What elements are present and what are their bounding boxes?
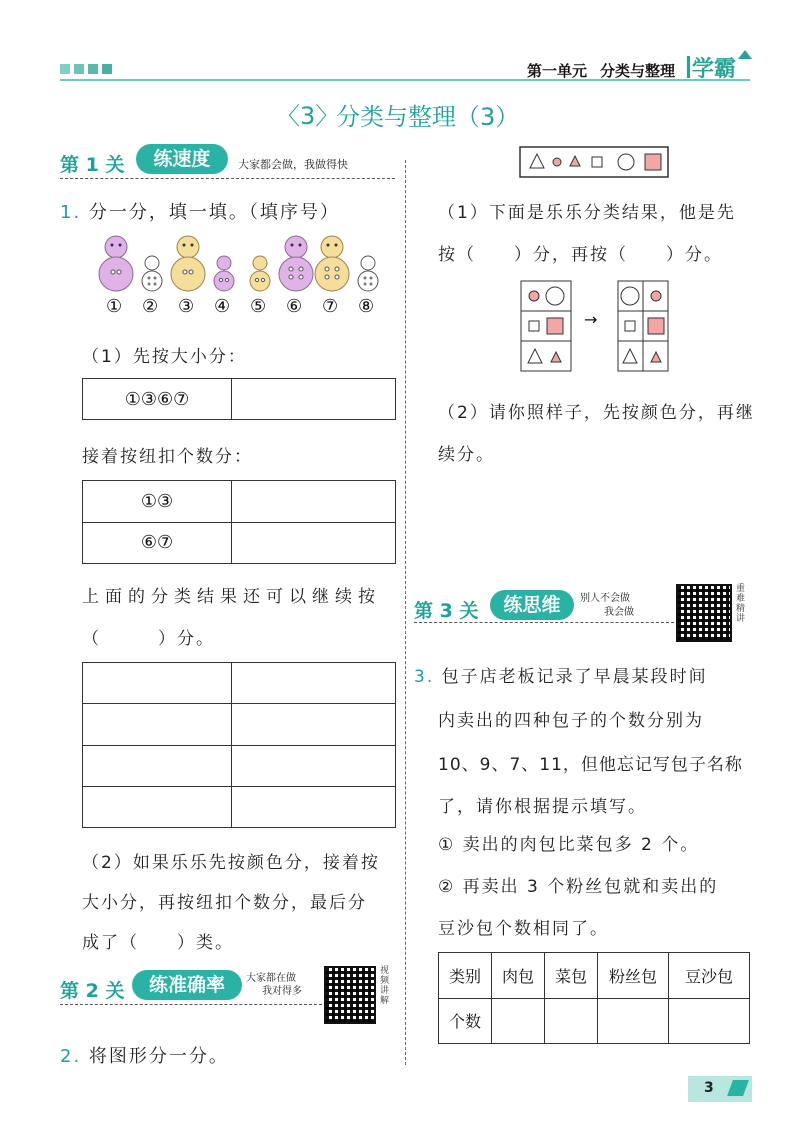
circle-shape	[618, 154, 634, 170]
blank-cell[interactable]	[83, 745, 232, 786]
q1-continue-1: 上面的分类结果还可以继续按	[82, 587, 381, 607]
bun-table	[438, 952, 750, 1044]
qr-side-label: 视频讲解	[380, 966, 390, 1006]
q2-sub2-2: 续分。	[438, 445, 495, 465]
figure-label: ②	[142, 296, 159, 317]
page-title: 分类与整理（3）	[336, 103, 520, 131]
figure-4	[214, 256, 234, 291]
figure-label: ⑥	[286, 296, 303, 317]
figure-label: ③	[178, 296, 195, 317]
level3-slogan-2: 我会做	[604, 607, 634, 618]
blank-cell[interactable]	[83, 663, 232, 704]
q1-sub2-2: 大小分，再按纽扣个数分，最后分	[82, 893, 367, 913]
q2-sub2-1: （2）请你照样子，先按颜色分，再继	[438, 403, 755, 423]
qr-code[interactable]	[676, 584, 732, 642]
lesson-number: 〈3〉	[276, 102, 340, 130]
figure-1	[99, 236, 133, 291]
q2-sub1-1: （1）下面是乐乐分类结果，他是先	[438, 203, 736, 223]
bun-header: 类别	[439, 953, 492, 999]
bun-header: 粉丝包	[598, 953, 669, 999]
figure-6	[279, 236, 313, 291]
button-count-table	[82, 480, 396, 564]
level2-pill: 练准确率	[132, 970, 242, 1000]
level1-divider	[60, 178, 395, 179]
header-square	[102, 64, 112, 74]
count-answer-cell[interactable]	[232, 522, 396, 564]
figure-label: ⑤	[250, 296, 267, 317]
q2-prompt: 2. 将图形分一分。	[60, 1046, 229, 1067]
header-square	[60, 64, 70, 74]
bun-answer-cell[interactable]	[545, 998, 598, 1044]
q1-sub2-1: （2）如果乐乐先按颜色分，接着按	[82, 853, 380, 873]
figure-label: ①	[106, 296, 123, 317]
q3-line4: 了，请你根据提示填写。	[438, 797, 647, 817]
q3-hint2: ② 再卖出 3 个粉丝包就和卖出的	[438, 877, 719, 897]
figure-3	[171, 236, 205, 291]
count-answer-cell[interactable]	[232, 481, 396, 523]
blank-cell[interactable]	[232, 663, 396, 704]
blank-cell[interactable]	[232, 704, 396, 745]
count-cell: ①③	[83, 481, 232, 523]
level1-label: 第 1 关	[60, 154, 125, 176]
level2-slogan-2: 我对得多	[262, 986, 302, 997]
figure-2	[142, 256, 162, 291]
figure-7	[315, 236, 349, 291]
size-answer-cell[interactable]	[232, 379, 396, 420]
shape-strip	[519, 146, 669, 178]
q3-line1: 3. 包子店老板记录了早晨某段时间	[414, 667, 708, 687]
figure-label: ④	[214, 296, 231, 317]
arrow-icon: →	[584, 310, 598, 329]
q1-prompt: 1. 分一分，填一填。（填序号）	[60, 202, 340, 223]
small-circle-shape	[553, 158, 561, 166]
blank-cell[interactable]	[232, 786, 396, 827]
page-number: 3	[704, 1080, 714, 1096]
q1-continue-2: （ ）分。	[82, 629, 215, 649]
level3-slogan-1: 别人不会做	[580, 593, 630, 604]
bun-header: 菜包	[545, 953, 598, 999]
bun-row-label: 个数	[439, 998, 492, 1044]
level1-pill: 练速度	[136, 144, 228, 174]
count-cell: ⑥⑦	[83, 522, 232, 564]
button-figures	[90, 232, 390, 294]
level3-divider	[414, 622, 674, 623]
level1-slogan: 大家都会做，我做得快	[238, 158, 348, 171]
level2-divider	[60, 1004, 322, 1005]
header-square	[88, 64, 98, 74]
blank-cell[interactable]	[83, 786, 232, 827]
column-divider	[405, 160, 406, 1065]
bun-header: 豆沙包	[669, 953, 750, 999]
figure-label: ⑦	[322, 296, 339, 317]
bun-answer-cell[interactable]	[598, 998, 669, 1044]
bun-answer-cell[interactable]	[669, 998, 750, 1044]
level3-pill: 练思维	[490, 590, 574, 620]
q1-then: 接着按纽扣个数分：	[82, 447, 253, 467]
q3-line3: 10、9、7、11，但他忘记写包子名称	[438, 755, 743, 775]
bun-answer-cell[interactable]	[492, 998, 545, 1044]
figure-label: ⑧	[358, 296, 375, 317]
header-section: 分类与整理	[600, 62, 676, 80]
size-table	[82, 378, 396, 420]
header-unit: 第一单元	[527, 62, 588, 80]
q1-sub1: （1）先按大小分：	[82, 347, 247, 367]
header-square	[74, 64, 84, 74]
qr-code[interactable]	[324, 966, 376, 1024]
graduation-cap-icon	[738, 50, 752, 59]
blank-cell[interactable]	[232, 745, 396, 786]
blank-table	[82, 662, 396, 828]
q3-hint3: 豆沙包个数相同了。	[438, 919, 609, 939]
brand-logo: 学霸	[692, 57, 737, 82]
square-shape	[645, 154, 661, 170]
figure-8	[358, 256, 378, 291]
figure-5	[250, 256, 270, 291]
q1-sub2-3: 成了（ ）类。	[82, 933, 234, 953]
level2-label: 第 2 关	[60, 980, 125, 1002]
q2-sub1-2: 按（ ）分，再按（ ）分。	[438, 245, 723, 265]
qr-side-label: 重难精讲	[736, 584, 746, 624]
size-cell: ①③⑥⑦	[83, 379, 232, 420]
level2-slogan-1: 大家都在做	[246, 973, 296, 984]
level3-label: 第 3 关	[414, 600, 479, 622]
q3-hint1: ① 卖出的肉包比菜包多 2 个。	[438, 835, 700, 855]
brand-bar	[687, 56, 690, 78]
small-square-shape	[592, 157, 602, 167]
q3-line2: 内卖出的四种包子的个数分别为	[438, 711, 704, 731]
blank-cell[interactable]	[83, 704, 232, 745]
bun-header: 肉包	[492, 953, 545, 999]
